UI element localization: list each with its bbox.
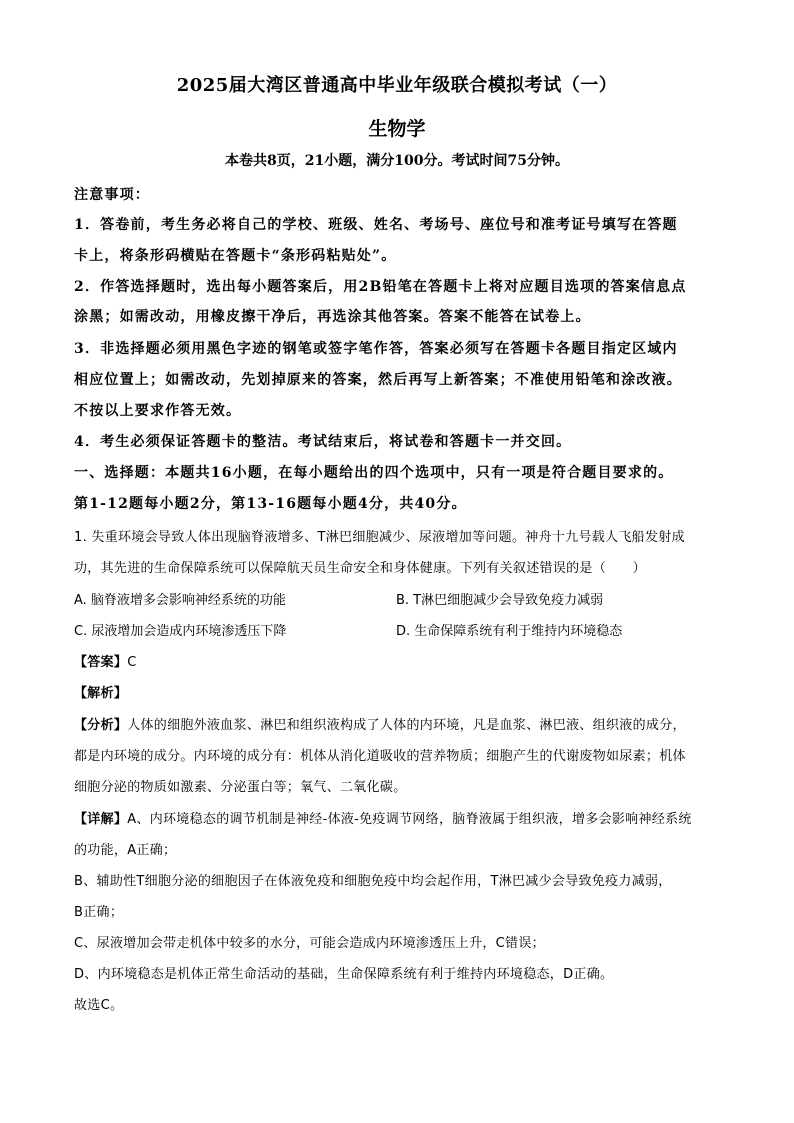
option-a: A. 脑脊液增多会影响神经系统的功能: [74, 593, 286, 608]
xiangjie-line: B、辅助性T细胞分泌的细胞因子在体液免疫和细胞免疫中均会起作用，T淋巴减少会导致免疫力减弱，: [74, 874, 672, 889]
notice-heading: 注意事项：: [74, 187, 150, 203]
subject-title: 生物学: [368, 118, 426, 140]
notice-line: 3．非选择题必须用黑色字迹的钢笔或签字笔作答，答案必须写在答题卡各题目指定区域内: [74, 341, 678, 357]
notice-line: 不按以上要求作答无效。: [74, 403, 242, 419]
fenxi-text: 人体的细胞外液血浆、淋巴和组织液构成了人体的内环境，凡是血浆、淋巴液、组织液的成分，: [127, 718, 686, 733]
notice-line: 2．作答选择题时，选出每小题答案后，用2B铅笔在答题卡上将对应题目选项的答案信息点: [74, 279, 687, 295]
answer-label: 【答案】: [74, 655, 128, 670]
option-d: D. 生命保障系统有利于维持内环境稳态: [396, 624, 623, 639]
xiangjie-line: B正确；: [74, 905, 124, 920]
notice-line: 1．答卷前，考生务必将自己的学校、班级、姓名、考场号、座位号和准考证号填写在答题: [74, 217, 678, 233]
question-stem: 1. 失重环境会导致人体出现脑脊液增多、T淋巴细胞减少、尿液增加等问题。神舟十九号载人飞船发射成: [74, 530, 685, 545]
xiangjie-text: A、内环境稳态的调节机制是神经-体液-免疫调节网络，脑脊液属于组织液，增多会影响神经系统: [127, 812, 692, 827]
notice-line: 4．考生必须保证答题卡的整洁。考试结束后，将试卷和答题卡一并交回。: [74, 434, 572, 450]
xiangjie-line: [74, 808, 692, 827]
section-heading: 一、选择题：本题共16小题，在每小题给出的四个选项中，只有一项是符合题目要求的。: [74, 465, 674, 481]
xiangjie-label: 【详解】: [74, 812, 128, 827]
analysis-label: [74, 682, 127, 701]
conclusion-line: 故选C。: [74, 998, 124, 1013]
xiangjie-line: C、尿液增加会带走机体中较多的水分，可能会造成内环境渗透压上升，C错误；: [74, 936, 545, 951]
fenxi-line: 细胞分泌的物质如激素、分泌蛋白等；氧气、二氧化碳。: [74, 780, 407, 795]
option-b: B. T淋巴细胞减少会导致免疫力减弱: [396, 593, 604, 608]
analysis-tag: 【解析】: [74, 686, 128, 701]
exam-title: 2025届大湾区普通高中毕业年级联合模拟考试（一）: [176, 75, 618, 96]
notice-line: 卡上，将条形码横贴在答题卡“条形码粘贴处”。: [74, 248, 397, 264]
notice-line: 涂黑；如需改动，用橡皮擦干净后，再选涂其他答案。答案不能答在试卷上。: [74, 309, 591, 325]
question-stem: 功，其先进的生命保障系统可以保障航天员生命安全和身体健康。下列有关叙述错误的是（ ）: [74, 561, 646, 576]
notice-line: 相应位置上；如需改动，先划掉原来的答案，然后再写上新答案；不准使用铅笔和涂改液。: [74, 372, 682, 388]
xiangjie-line: 的功能，A正确；: [74, 843, 177, 858]
fenxi-line: [74, 714, 686, 733]
exam-meta: 本卷共8页，21小题，满分100分。考试时间75分钟。: [225, 153, 569, 169]
fenxi-line: 都是内环境的成分。内环境的成分有：机体从消化道吸收的营养物质；细胞产生的代谢废物如尿素；机体: [74, 749, 686, 764]
section-scoring: 第1-12题每小题2分，第13-16题每小题4分，共40分。: [74, 496, 467, 512]
option-c: C. 尿液增加会造成内环境渗透压下降: [74, 624, 287, 639]
xiangjie-line: D、内环境稳态是机体正常生命活动的基础，生命保障系统有利于维持内环境稳态，D正确。: [74, 967, 614, 982]
answer-value: C: [127, 655, 137, 670]
fenxi-label: 【分析】: [74, 718, 128, 733]
answer-line: [74, 651, 137, 670]
